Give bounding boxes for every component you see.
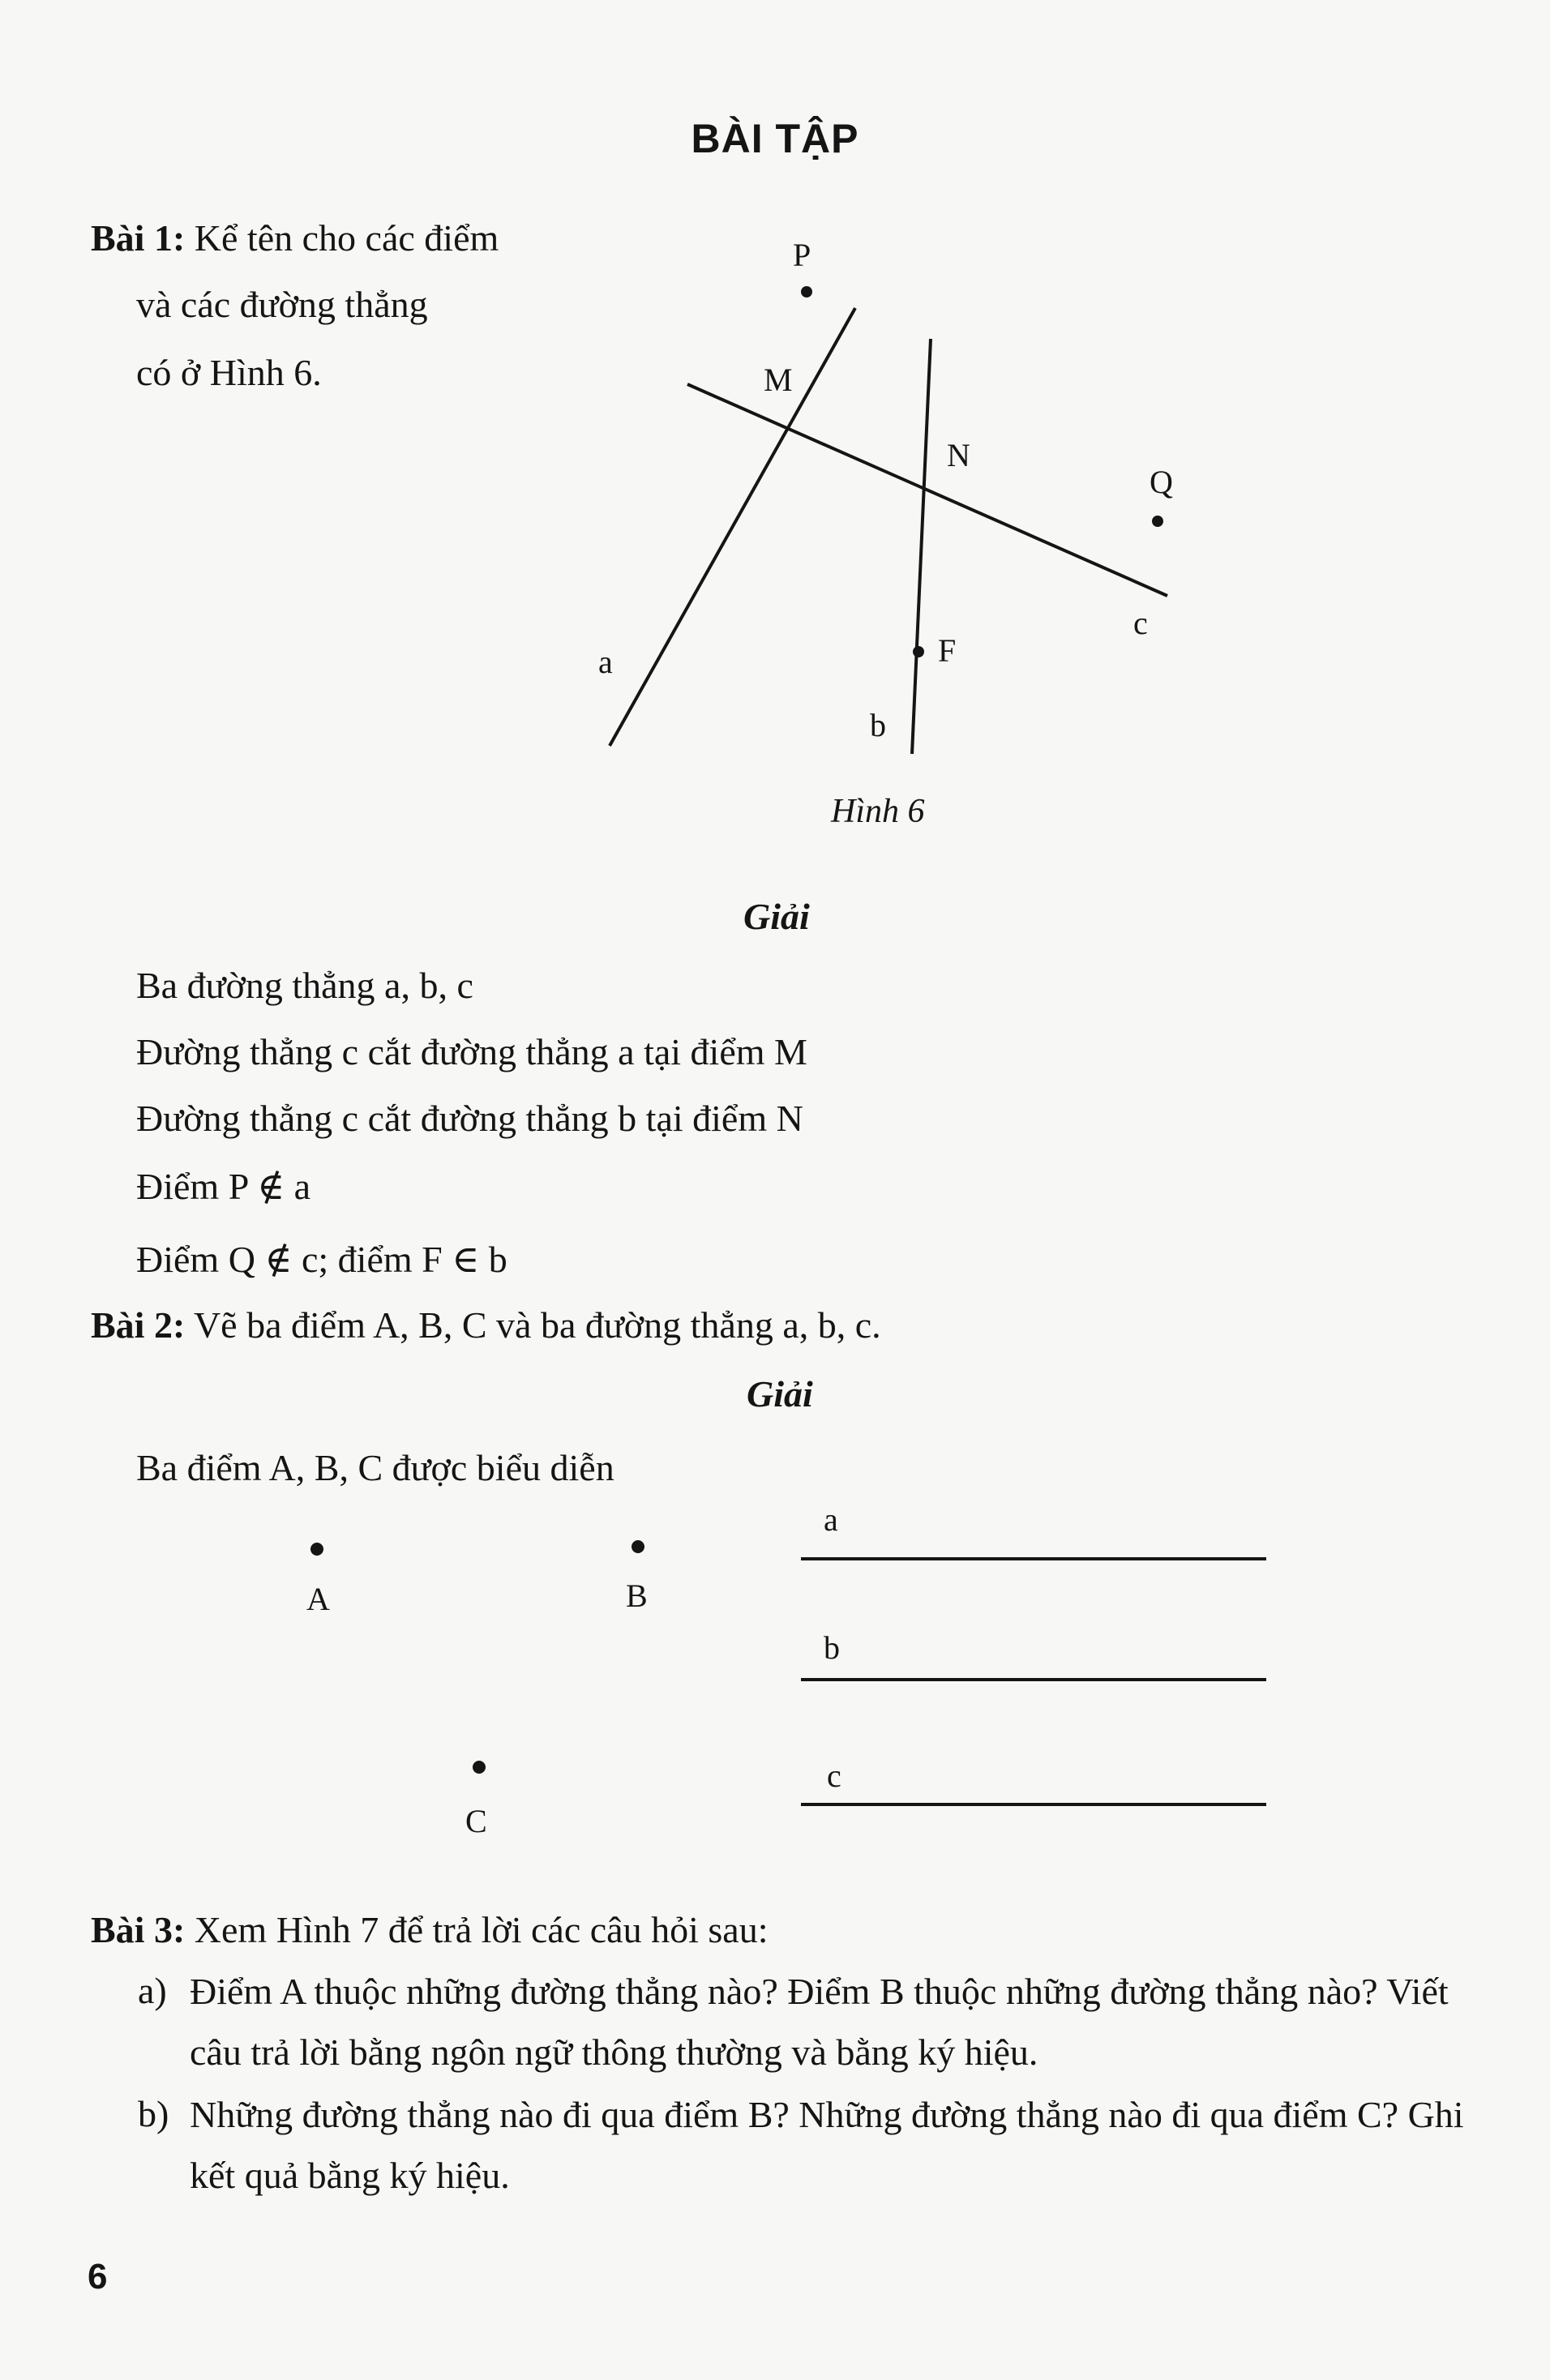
exercise-3-line [91, 1907, 768, 1952]
label-line-c: c [827, 1757, 841, 1794]
label-point-b: B [626, 1577, 648, 1614]
point-c [473, 1761, 486, 1774]
exercise-1-prompt-1: Kể tên cho các điểm [194, 217, 499, 259]
point-f [913, 646, 924, 657]
point-q [1152, 516, 1163, 527]
exercise-3-item-b-text: Những đường thẳng nào đi qua điểm B? Những đường thẳng nào đi qua điểm C? Ghi kết quả bằng ký hiệu. [190, 2094, 1464, 2196]
exercise-1-label: Bài 1: [91, 217, 186, 259]
exercise-1-solution-line-1: Ba đường thẳng a, b, c [136, 965, 473, 1006]
line-a [610, 308, 855, 746]
label-b: b [870, 707, 886, 743]
exercise-2-line [91, 1303, 881, 1347]
exercise-3-item-a-text: Điểm A thuộc những đường thẳng nào? Điểm B thuộc những đường thẳng nào? Viết câu trả lời bằng ngôn ngữ thông thường và bằng ký hiệu. [190, 1971, 1449, 2073]
point-a [310, 1543, 323, 1556]
label-f: F [938, 632, 957, 669]
exercise-3-item-a-marker: a) [138, 1970, 167, 2011]
label-line-a: a [824, 1501, 838, 1538]
label-line-b: b [824, 1629, 840, 1666]
exercise-2-solution-line: Ba điểm A, B, C được biểu diễn [136, 1447, 614, 1488]
exercise-1-solution-heading: Giải [743, 896, 810, 937]
label-m: M [764, 362, 793, 398]
point-p [801, 286, 812, 298]
label-a: a [598, 644, 613, 680]
exercise-1-line-1 [91, 216, 499, 260]
label-point-a: A [306, 1581, 330, 1617]
label-point-c: C [465, 1803, 487, 1839]
exercise-1-solution-line-3: Đường thẳng c cắt đường thẳng b tại điểm N [136, 1098, 803, 1139]
exercise-3-item-b-marker: b) [138, 2093, 169, 2134]
point-b [632, 1540, 644, 1553]
page-title: BÀI TẬP [691, 116, 859, 161]
exercise-2-label: Bài 2: [91, 1304, 186, 1346]
exercise-1-solution-line-2: Đường thẳng c cắt đường thẳng a tại điểm M [136, 1031, 807, 1072]
line-b [912, 339, 931, 754]
label-n: N [947, 437, 970, 473]
exercise-2-diagram [276, 1492, 1289, 1848]
exercise-1-prompt-2: và các đường thẳng [136, 284, 428, 325]
exercise-1-solution-line-4: Điểm P ∉ a [136, 1166, 311, 1207]
label-c: c [1133, 605, 1148, 641]
page-number: 6 [88, 2257, 108, 2297]
exercise-2-prompt: Vẽ ba điểm A, B, C và ba đường thẳng a, b, c. [193, 1304, 881, 1346]
exercise-3-label: Bài 3: [91, 1909, 186, 1950]
label-p: P [793, 237, 811, 273]
exercise-2-solution-heading: Giải [747, 1373, 813, 1415]
exercise-1-solution-line-5: Điểm Q ∉ c; điểm F ∈ b [136, 1239, 507, 1280]
figure-6-diagram [567, 227, 1232, 778]
exercise-1-prompt-3: có ở Hình 6. [136, 352, 322, 393]
label-q: Q [1150, 464, 1173, 500]
exercise-3-prompt: Xem Hình 7 để trả lời các câu hỏi sau: [194, 1909, 769, 1950]
figure-6-caption: Hình 6 [831, 793, 925, 830]
